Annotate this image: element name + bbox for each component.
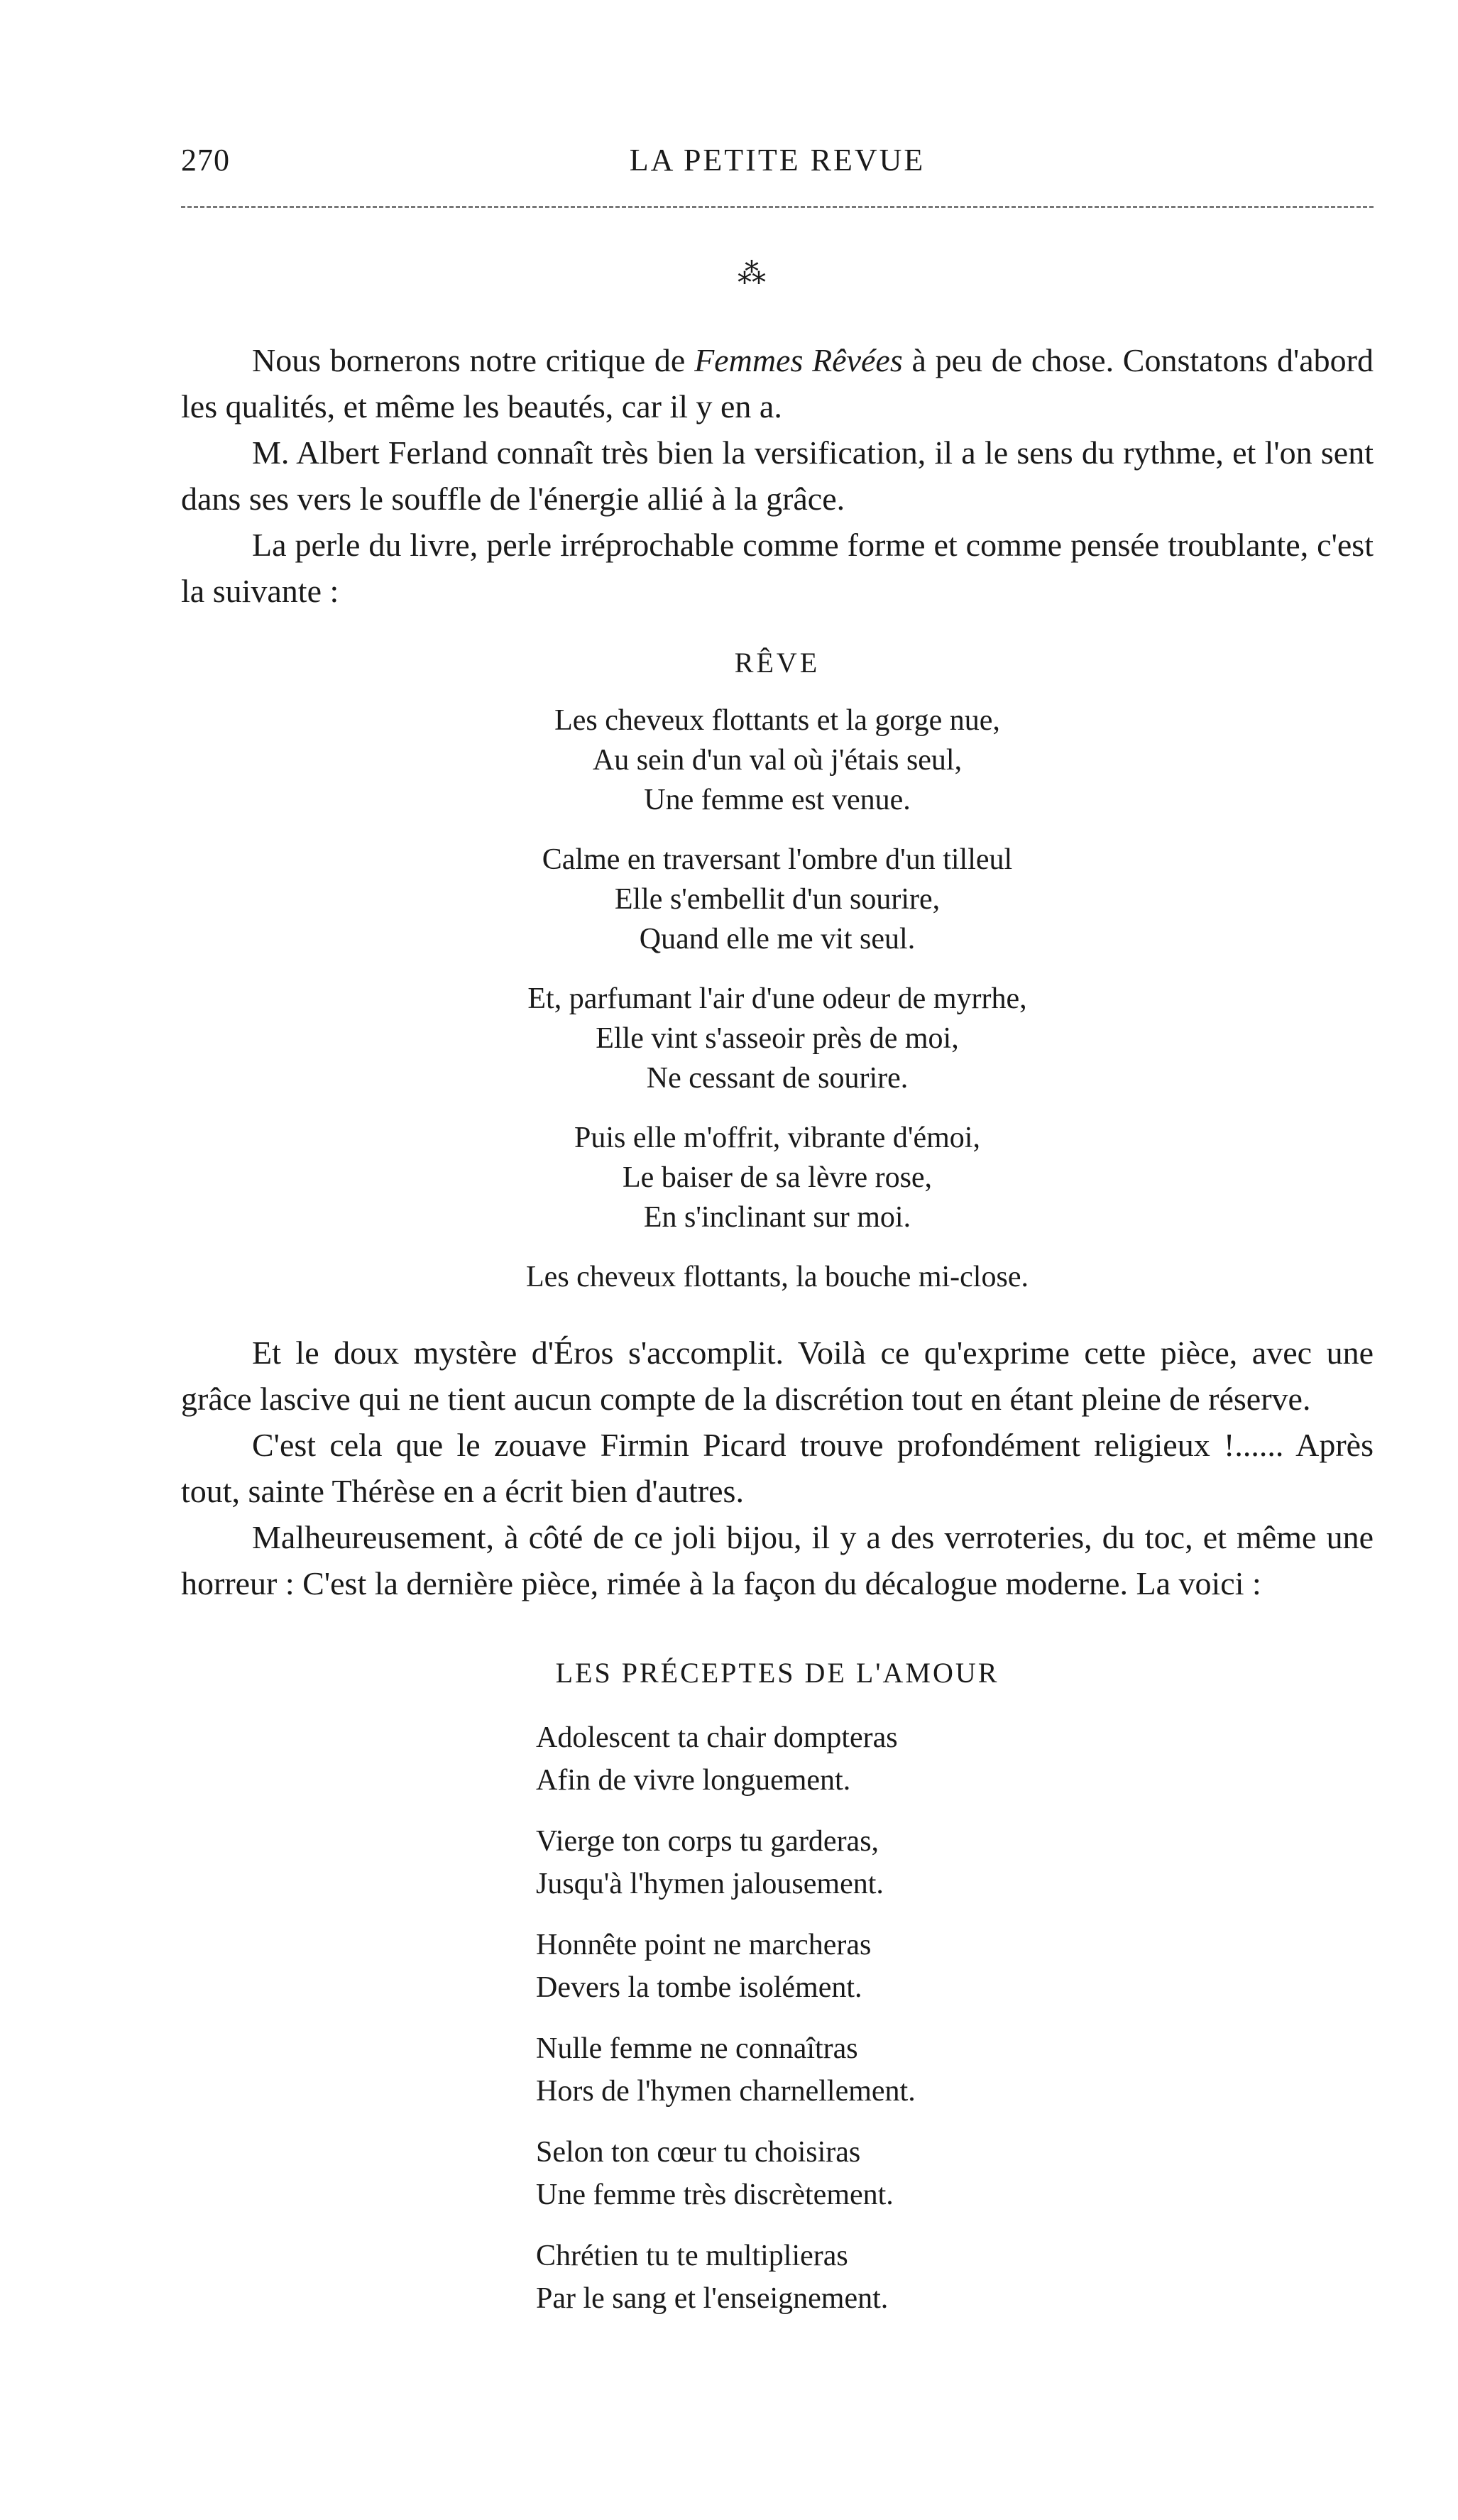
verse-line: Le baiser de sa lèvre rose, [622, 1161, 933, 1194]
verse-line: Puis elle m'offrit, vibrante d'émoi, [574, 1122, 980, 1154]
stanza [181, 1257, 1374, 1297]
stanza [536, 2131, 1374, 2216]
verse-line: Et, parfumant l'air d'une odeur de myrrhe, [527, 982, 1027, 1015]
page-body [181, 337, 1374, 2338]
verse-line: Une femme est venue. [644, 784, 911, 816]
verse-line: Jusqu'à l'hymen jalousement. [536, 1868, 884, 1900]
poem-preceptes [536, 1716, 1374, 2320]
stanza [181, 840, 1374, 959]
verse-line: Elle vint s'asseoir près de moi, [596, 1022, 959, 1055]
stanza [536, 2027, 1374, 2113]
verse-line: Par le sang et l'enseignement. [536, 2282, 889, 2315]
verse-line: Vierge ton corps tu garderas, [536, 1825, 879, 1858]
verse-line: Les cheveux flottants et la gorge nue, [554, 704, 1000, 737]
verse-line: Selon ton cœur tu choisiras [536, 2136, 861, 2169]
verse-line: Les cheveux flottants, la bouche mi-close. [526, 1261, 1029, 1293]
verse-line: En s'inclinant sur moi. [643, 1201, 911, 1234]
stanza [536, 1820, 1374, 1905]
verse-line: Hors de l'hymen charnellement. [536, 2075, 916, 2108]
verse-line: Elle s'embellit d'un sourire, [614, 883, 941, 916]
verse-line: Une femme très discrètement. [536, 2179, 894, 2211]
middle-paragraph-2: C'est cela que le zouave Firmin Picard trouve profondément religieux !...... Après tout, sainte Thérèse en a écrit bien d'autres. [181, 1427, 1374, 1509]
stanza [181, 1118, 1374, 1237]
verse-line: Au sein d'un val où j'étais seul, [592, 744, 963, 777]
verse-line: Nulle femme ne connaîtras [536, 2032, 858, 2065]
running-title: LA PETITE REVUE [629, 143, 926, 177]
book-title: Femmes Rêvées [694, 342, 903, 378]
poem-reve [181, 701, 1374, 1297]
stanza [536, 2235, 1374, 2320]
poem-title-reve: RÊVE [734, 647, 821, 679]
header-rule [181, 206, 1374, 208]
verse-line: Quand elle me vit seul. [639, 923, 916, 955]
verse-line: Afin de vivre longuement. [536, 1764, 851, 1797]
middle-paragraph-1: Et le doux mystère d'Éros s'accomplit. Voilà ce qu'exprime cette pièce, avec une grâce lascive qui ne tient aucun compte de la discrétion tout en étant pleine de réserve. [181, 1335, 1374, 1417]
stanza [181, 701, 1374, 820]
verse-line: Chrétien tu te multiplieras [536, 2240, 848, 2272]
poem-title-preceptes: LES PRÉCEPTES DE L'AMOUR [555, 1657, 999, 1689]
verse-line: Ne cessant de sourire. [646, 1062, 909, 1095]
intro-paragraph-1: Nous bornerons notre critique de Femmes Rêvées à peu de chose. Constatons d'abord les qualités, et même les beautés, car il y en a. [181, 342, 1374, 424]
intro-paragraph-3: La perle du livre, perle irréprochable comme forme et comme pensée troublante, c'est la suivante : [181, 527, 1374, 609]
stanza [536, 1716, 1374, 1802]
verse-line: Honnête point ne marcheras [536, 1929, 872, 1961]
verse-line: Devers la tombe isolément. [536, 1971, 862, 2004]
verse-line: Calme en traversant l'ombre d'un tilleul [542, 843, 1013, 876]
middle-paragraph-3: Malheureusement, à côté de ce joli bijou, il y a des verroteries, du toc, et même une horreur : C'est la dernière pièce, rimée à la façon du décalogue moderne. La voici : [181, 1519, 1374, 1601]
page-number: 270 [181, 143, 230, 177]
stanza [536, 1924, 1374, 2009]
asterism-ornament: ⁂ [738, 258, 767, 290]
stanza [181, 979, 1374, 1098]
page-header [181, 142, 1374, 185]
intro-paragraph-2: M. Albert Ferland connaît très bien la versification, il a le sens du rythme, et l'on sent dans ses vers le souffle de l'énergie allié à la grâce. [181, 434, 1374, 517]
verse-line: Adolescent ta chair dompteras [536, 1721, 898, 1754]
